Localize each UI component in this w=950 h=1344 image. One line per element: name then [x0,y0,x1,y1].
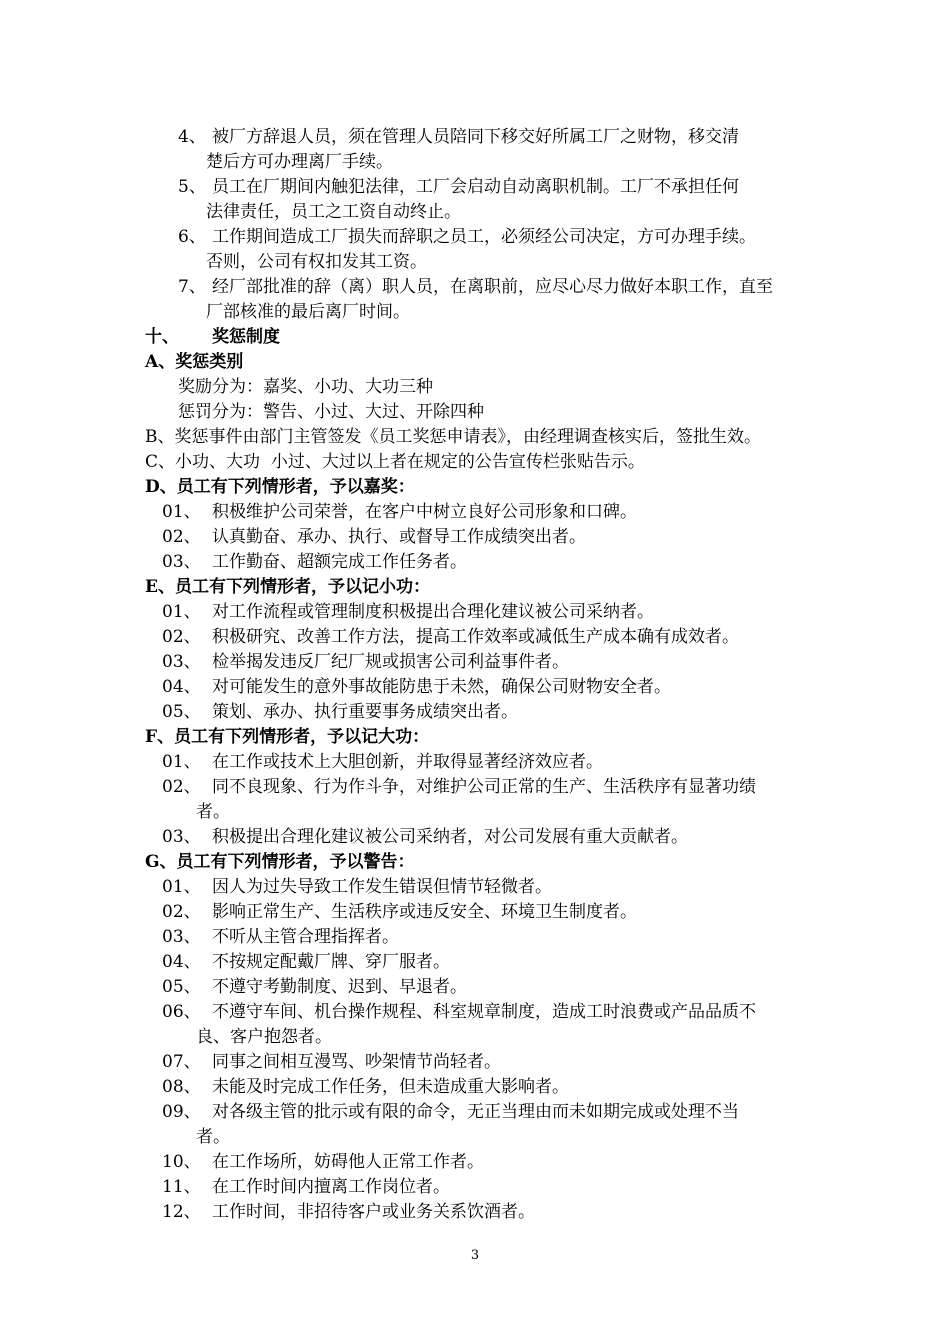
paragraph-text: 惩罚分为：警告、小过、大过、开除四种 [178,402,484,422]
item-number: 07、 [162,1052,201,1072]
item-text: 积极提出合理化建议被公司采纳者，对公司发展有重大贡献者。 [212,827,688,847]
page-number: 3 [470,1248,480,1263]
item-text: 经厂部批准的辞（离）职人员，在离职前，应尽心尽力做好本职工作，直至 [212,277,773,297]
item-number: 03、 [162,927,201,947]
item-text: 对工作流程或管理制度积极提出合理化建议被公司采纳者。 [212,602,654,622]
item-text: 对各级主管的批示或有限的命令，无正当理由而未如期完成或处理不当 [212,1102,739,1122]
item-text: 工作勤奋、超额完成工作任务者。 [212,552,467,572]
item-number: 5、 [178,177,206,197]
item-number: 02、 [162,527,201,547]
subsection-title: A、奖惩类别 [145,352,244,372]
item-text: 检举揭发违反厂纪厂规或损害公司利益事件者。 [212,652,569,672]
subsection-title: D、员工有下列情形者，予以嘉奖： [145,477,415,497]
item-number: 02、 [162,627,201,647]
item-text: 被厂方辞退人员，须在管理人员陪同下移交好所属工厂之财物，移交清 [212,127,739,147]
item-number: 6、 [178,227,206,247]
item-text: 在工作或技术上大胆创新，并取得显著经济效应者。 [212,752,603,772]
subsection-title: G、员工有下列情形者，予以警告： [145,852,415,872]
item-text: 者。 [196,802,230,822]
item-text: 否则，公司有权扣发其工资。 [206,252,427,272]
item-number: 03、 [162,552,201,572]
item-number: 03、 [162,652,201,672]
item-text: 在工作时间内擅离工作岗位者。 [212,1177,450,1197]
item-number: 4、 [178,127,206,147]
item-text: 积极研究、改善工作方法，提高工作效率或减低生产成本确有成效者。 [212,627,739,647]
item-number: 01、 [162,877,201,897]
item-number: 04、 [162,677,201,697]
item-text: 厂部核准的最后离厂时间。 [206,302,410,322]
paragraph-text: B、奖惩事件由部门主管签发《员工奖惩申请表》，由经理调查核实后，签批生效。 [145,427,761,447]
item-text: 同事之间相互漫骂、吵架情节尚轻者。 [212,1052,501,1072]
item-text: 员工在厂期间内触犯法律，工厂会启动自动离职机制。工厂不承担任何 [212,177,739,197]
paragraph-text: 奖励分为：嘉奖、小功、大功三种 [178,377,433,397]
item-text: 在工作场所，妨碍他人正常工作者。 [212,1152,484,1172]
item-number: 01、 [162,752,201,772]
item-text: 工作期间造成工厂损失而辞职之员工，必须经公司决定，方可办理手续。 [212,227,756,247]
item-number: 06、 [162,1002,201,1022]
item-text: 因人为过失导致工作发生错误但情节轻微者。 [212,877,552,897]
item-text: 策划、承办、执行重要事务成绩突出者。 [212,702,518,722]
item-text: 未能及时完成工作任务，但未造成重大影响者。 [212,1077,569,1097]
item-text: 法律责任，员工之工资自动终止。 [206,202,461,222]
item-number: 08、 [162,1077,201,1097]
item-text: 者。 [196,1127,230,1147]
item-number: 02、 [162,777,201,797]
item-number: 04、 [162,952,201,972]
item-text: 不听从主管合理指挥者。 [212,927,399,947]
item-number: 05、 [162,702,201,722]
item-number: 11、 [162,1177,201,1197]
item-number: 10、 [162,1152,201,1172]
item-text: 不按规定配戴厂牌、穿厂服者。 [212,952,450,972]
item-number: 01、 [162,502,201,522]
item-text: 对可能发生的意外事故能防患于未然，确保公司财物安全者。 [212,677,671,697]
item-text: 良、客户抱怨者。 [196,1027,332,1047]
item-number: 12、 [162,1202,201,1222]
item-number: 05、 [162,977,201,997]
item-number: 09、 [162,1102,201,1122]
section-title: 奖惩制度 [212,327,280,347]
item-text: 工作时间，非招待客户或业务关系饮酒者。 [212,1202,535,1222]
item-number: 7、 [178,277,206,297]
item-text: 楚后方可办理离厂手续。 [206,152,393,172]
item-text: 认真勤奋、承办、执行、或督导工作成绩突出者。 [212,527,586,547]
paragraph-text: C、小功、大功 小过、大过以上者在规定的公告宣传栏张贴告示。 [145,452,645,472]
item-number: 02、 [162,902,201,922]
item-text: 不遵守考勤制度、迟到、早退者。 [212,977,467,997]
item-text: 积极维护公司荣誉，在客户中树立良好公司形象和口碑。 [212,502,637,522]
item-text: 同不良现象、行为作斗争，对维护公司正常的生产、生活秩序有显著功绩 [212,777,756,797]
item-number: 03、 [162,827,201,847]
subsection-title: F、员工有下列情形者，予以记大功： [145,727,430,747]
subsection-title: E、员工有下列情形者，予以记小功： [145,577,430,597]
section-number: 十、 [145,327,179,347]
item-text: 不遵守车间、机台操作规程、科室规章制度，造成工时浪费或产品品质不 [212,1002,756,1022]
item-text: 影响正常生产、生活秩序或违反安全、环境卫生制度者。 [212,902,637,922]
item-number: 01、 [162,602,201,622]
